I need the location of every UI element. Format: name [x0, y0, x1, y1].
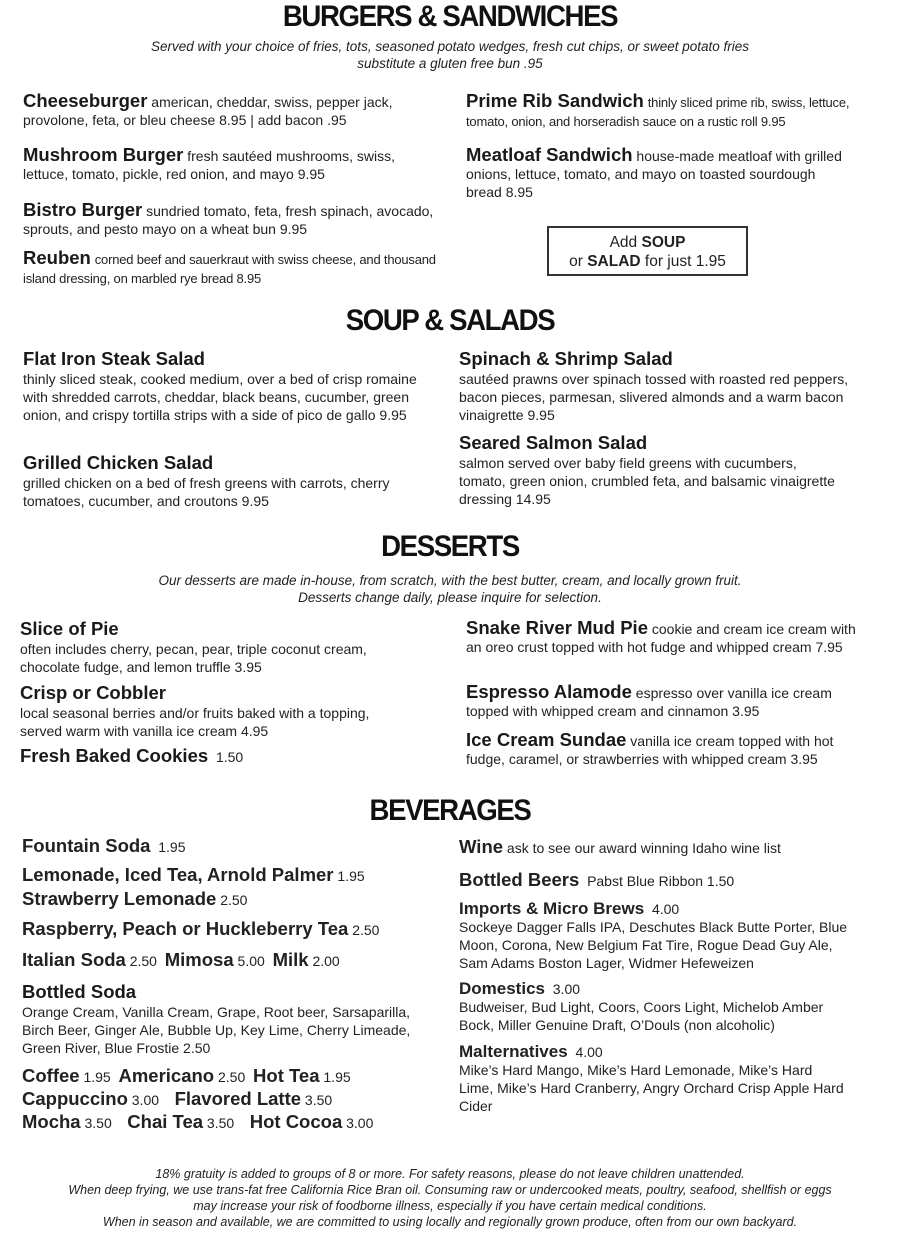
item-desc: fresh sautéed mushrooms, swiss, lettuce, tomato, pickle, red onion, and mayo 9.95	[23, 148, 395, 182]
bev-name-cocoa: Hot Cocoa	[249, 1111, 343, 1132]
item-desc: corned beef and sauerkraut with swiss cheese, and thousand island dressing, on marbled rye bread 8.95	[23, 252, 436, 286]
menu-item-snake-river-mud-pie	[466, 619, 866, 656]
beverages-title: BEVERAGES	[369, 794, 531, 827]
menu-item-espresso-alamode	[466, 683, 856, 720]
bev-price-hot-tea: 1.95	[323, 1069, 351, 1085]
item-name: Flat Iron Steak Salad	[23, 348, 205, 369]
item-name: Espresso Alamode	[466, 681, 632, 702]
bev-price-americano: 2.50	[218, 1069, 246, 1085]
bev-name: Lemonade, Iced Tea, Arnold Palmer	[22, 864, 334, 885]
bev-imports-micro-brews	[459, 900, 859, 972]
addbox-rest: for just 1.95	[644, 253, 726, 270]
add-soup-salad-box	[547, 226, 748, 276]
bev-price: 2.50	[220, 892, 248, 908]
bev-strawberry-lemonade	[22, 890, 247, 909]
bev-malternatives	[459, 1043, 849, 1115]
item-name: Meatloaf Sandwich	[466, 144, 633, 165]
menu-item-flat-iron-steak-salad	[23, 348, 423, 424]
item-desc: vanilla ice cream topped with hot fudge, caramel, or strawberries with whipped cream 3.95	[466, 733, 834, 767]
item-name: Prime Rib Sandwich	[466, 90, 644, 111]
footer-line4: When in season and available, we are committed to using locally and regionally grown produce, often from our own backyard.	[102, 1215, 798, 1229]
bev-price-coffee: 1.95	[83, 1069, 111, 1085]
item-desc: local seasonal berries and/or fruits baked with a topping, served warm with vanilla ice cream 4.95	[20, 705, 370, 739]
item-name: Reuben	[23, 247, 91, 268]
bev-name-mocha: Mocha	[22, 1111, 81, 1132]
item-name: Ice Cream Sundae	[466, 729, 627, 750]
item-desc: house-made meatloaf with grilled onions, lettuce, tomato, and mayo on toasted sourdough bread 8.95	[466, 148, 842, 200]
footer-notes	[0, 1166, 900, 1230]
bev-price-cappuccino: 3.00	[131, 1092, 160, 1108]
bev-price: 3.00	[552, 981, 581, 997]
bev-domestics	[459, 980, 859, 1034]
bev-name: Malternatives	[459, 1042, 568, 1061]
bev-price-cocoa: 3.00	[346, 1115, 374, 1131]
item-desc: american, cheddar, swiss, pepper jack, provolone, feta, or bleu cheese 8.95 | add bacon .95	[23, 94, 393, 128]
item-name: Fresh Baked Cookies	[20, 745, 209, 766]
menu-item-prime-rib-sandwich	[466, 92, 866, 131]
menu-item-ice-cream-sundae	[466, 731, 866, 768]
bev-price-milk: 2.00	[312, 953, 340, 969]
burgers-title: BURGERS & SANDWICHES	[282, 0, 618, 33]
item-desc: thinly sliced steak, cooked medium, over a bed of crisp romaine with shredded carrots, cheddar, black beans, cucumber, green onion, and crispy tortilla strips with a side of pico de gallo 9.95	[23, 371, 417, 423]
bev-price-italian: 2.50	[129, 953, 157, 969]
addbox-soup: SOUP	[641, 234, 686, 251]
item-name: Mushroom Burger	[23, 144, 184, 165]
bev-name: Imports & Micro Brews	[459, 899, 645, 918]
menu-item-fresh-baked-cookies	[20, 747, 420, 766]
bev-lemonade	[22, 866, 365, 885]
bev-name-italian: Italian Soda	[22, 949, 126, 970]
bev-price-latte: 3.50	[304, 1092, 333, 1108]
bev-name-americano: Americano	[118, 1065, 215, 1086]
item-name: Seared Salmon Salad	[459, 432, 648, 453]
menu-item-crisp-or-cobbler	[20, 682, 410, 740]
addbox-salad: SALAD	[587, 253, 641, 270]
item-desc: salmon served over baby field greens with cucumbers, tomato, green onion, crumbled feta, and balsamic vinaigrette dressing 14.95	[459, 455, 835, 507]
item-name: Spinach & Shrimp Salad	[459, 348, 673, 369]
bev-desc: Pabst Blue Ribbon 1.50	[587, 873, 735, 889]
bev-price: 1.95	[158, 839, 186, 855]
bev-price-chai: 3.50	[206, 1115, 235, 1131]
desserts-subtitle	[0, 572, 900, 606]
menu-item-mushroom-burger	[23, 146, 438, 183]
bev-price: 2.50	[352, 922, 380, 938]
desserts-subtitle-line1: Our desserts are made in-house, from scratch, with the best butter, cream, and locally grown fruit.	[158, 573, 742, 588]
bev-italian-mimosa-milk	[22, 951, 340, 970]
menu-item-bistro-burger	[23, 201, 438, 238]
desserts-title: DESSERTS	[381, 530, 519, 563]
desserts-subtitle-line2: Desserts change daily, please inquire for selection.	[298, 590, 602, 605]
footer-line1: 18% gratuity is added to groups of 8 or more. For safety reasons, please do not leave children unattended.	[155, 1167, 745, 1181]
item-desc: espresso over vanilla ice cream topped with whipped cream and cinnamon 3.95	[466, 685, 832, 719]
burgers-subtitle-line1: Served with your choice of fries, tots, seasoned potato wedges, fresh cut chips, or sweet potato fries	[150, 39, 750, 54]
bev-desc: Budweiser, Bud Light, Coors, Coors Light, Michelob Amber Bock, Miller Genuine Draft, O’Douls (non alcoholic)	[459, 999, 824, 1033]
item-desc: sautéed prawns over spinach tossed with roasted red peppers, bacon pieces, parmesan, slivered almonds and a warm bacon vinaigrette 9.95	[459, 371, 849, 423]
menu-item-grilled-chicken-salad	[23, 452, 428, 510]
bev-name-latte: Flavored Latte	[174, 1088, 302, 1109]
bev-mocha-row	[22, 1113, 373, 1132]
menu-item-reuben	[23, 249, 438, 288]
menu-item-seared-salmon-salad	[459, 432, 839, 508]
bev-name: Fountain Soda	[22, 835, 151, 856]
addbox-or: or	[569, 253, 583, 270]
item-desc: thinly sliced prime rib, swiss, lettuce, tomato, onion, and horseradish sauce on a rustic roll 9.95	[466, 95, 850, 129]
bev-name: Bottled Beers	[459, 869, 580, 890]
bev-name-mimosa: Mimosa	[164, 949, 234, 970]
footer-line3: may increase your risk of foodborne illness, especially if you have certain medical conditions.	[193, 1199, 707, 1213]
bev-name: Wine	[459, 836, 504, 857]
item-name: Slice of Pie	[20, 618, 119, 639]
bev-desc: Orange Cream, Vanilla Cream, Grape, Root beer, Sarsaparilla, Birch Beer, Ginger Ale, Bubble Up, Key Lime, Cherry Limeade, Green River, Blue Frostie 2.50	[22, 1004, 411, 1056]
footer-line2: When deep frying, we use trans-fat free California Rice Bran oil. Consuming raw or undercooked meats, poultry, seafood, shellfish or eggs	[68, 1183, 832, 1197]
bev-fountain-soda	[22, 837, 186, 856]
bev-cappuccino-row	[22, 1090, 332, 1109]
bev-name-cappuccino: Cappuccino	[22, 1088, 128, 1109]
bev-price-mimosa: 5.00	[237, 953, 265, 969]
bev-bottled-soda	[22, 981, 427, 1057]
item-name: Snake River Mud Pie	[466, 617, 648, 638]
item-name: Bistro Burger	[23, 199, 143, 220]
bev-bottled-beers	[459, 871, 734, 890]
bev-price: 4.00	[575, 1044, 603, 1060]
bev-desc: Sockeye Dagger Falls IPA, Deschutes Black Butte Porter, Blue Moon, Corona, New Belgium Fat Tire, Rogue Dead Guy Ale, Sam Adams Boston Lager, Widmer Hefeweizen	[459, 919, 848, 971]
bev-coffee-row	[22, 1067, 351, 1086]
bev-raspberry-tea	[22, 920, 379, 939]
item-desc: 1.50	[215, 749, 244, 765]
bev-desc: ask to see our award winning Idaho wine list	[506, 840, 781, 856]
item-name: Cheeseburger	[23, 90, 148, 111]
bev-price: 1.95	[337, 868, 365, 884]
bev-name-chai: Chai Tea	[127, 1111, 204, 1132]
item-desc: grilled chicken on a bed of fresh greens with carrots, cherry tomatoes, cucumber, and croutons 9.95	[23, 475, 390, 509]
bev-name-milk: Milk	[272, 949, 309, 970]
bev-name: Bottled Soda	[22, 981, 137, 1002]
bev-name: Strawberry Lemonade	[22, 888, 217, 909]
menu-item-spinach-shrimp-salad	[459, 348, 859, 424]
item-desc: sundried tomato, feta, fresh spinach, avocado, sprouts, and pesto mayo on a wheat bun 9.95	[23, 203, 434, 237]
item-desc: cookie and cream ice cream with an oreo crust topped with hot fudge and whipped cream 7.95	[466, 621, 856, 655]
bev-name: Raspberry, Peach or Huckleberry Tea	[22, 918, 349, 939]
item-name: Crisp or Cobbler	[20, 682, 166, 703]
item-desc: often includes cherry, pecan, pear, triple coconut cream, chocolate fudge, and lemon truffle 3.95	[20, 641, 367, 675]
bev-name: Domestics	[459, 979, 545, 998]
bev-price-mocha: 3.50	[84, 1115, 112, 1131]
menu-item-slice-of-pie	[20, 618, 410, 676]
bev-desc: Mike’s Hard Mango, Mike’s Hard Lemonade, Mike’s Hard Lime, Mike’s Hard Cranberry, Angry Orchard Crisp Apple Hard Cider	[459, 1062, 844, 1114]
menu-item-meatloaf-sandwich	[466, 146, 846, 201]
item-name: Grilled Chicken Salad	[23, 452, 214, 473]
addbox-add: Add	[609, 234, 638, 251]
menu-item-cheeseburger	[23, 92, 438, 129]
burgers-subtitle	[0, 38, 900, 72]
bev-name-coffee: Coffee	[22, 1065, 80, 1086]
burgers-subtitle-line2: substitute a gluten free bun .95	[357, 56, 543, 71]
salads-title: SOUP & SALADS	[345, 304, 555, 337]
bev-wine	[459, 838, 781, 857]
bev-name-hot-tea: Hot Tea	[253, 1065, 320, 1086]
bev-price: 4.00	[651, 901, 680, 917]
